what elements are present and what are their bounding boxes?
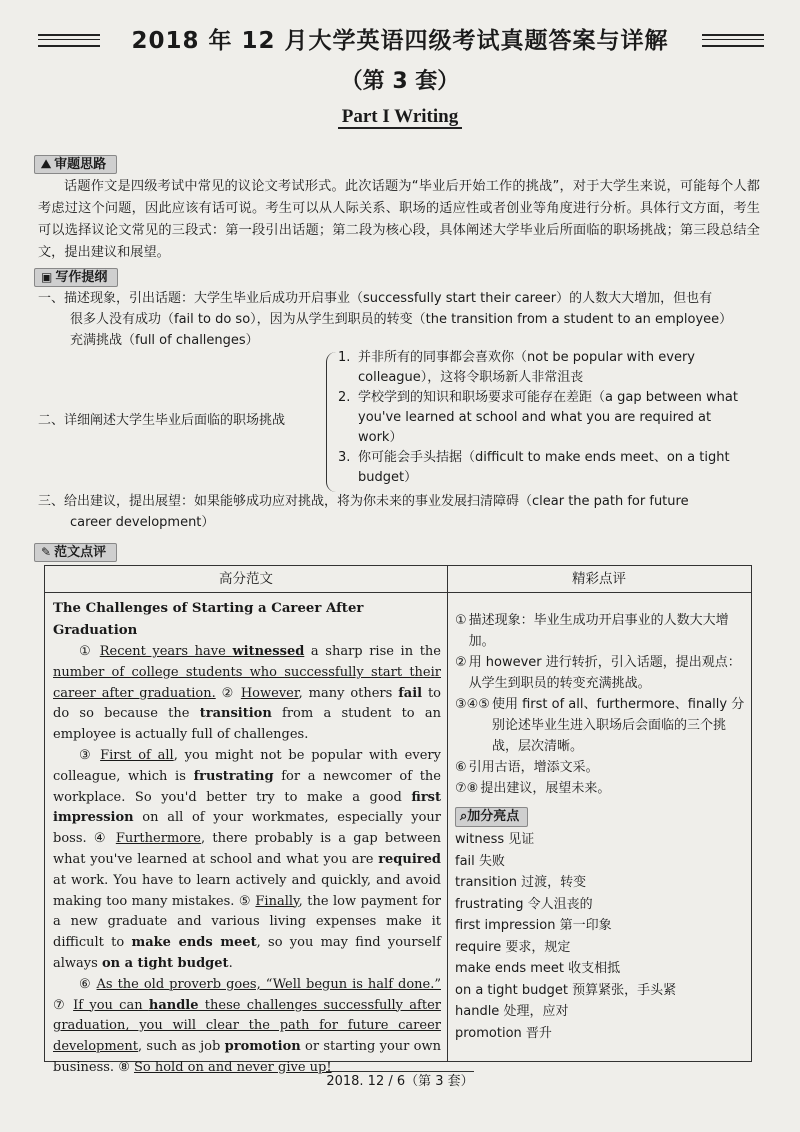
section-title-text: Part I Writing	[338, 106, 462, 129]
outline-point-3-line-1: 三、给出建议，提出展望：如果能够成功应对挑战，将为你未来的事业发展扫清障碍（clear the path for future	[38, 494, 689, 509]
comment-item	[455, 610, 745, 652]
outline-sub-text: 并非所有的同事都会喜欢你（not be popular with every colleague），这将令职场新人非常沮丧	[358, 350, 695, 385]
page-footer	[0, 1070, 800, 1089]
vocab-item: first impression 第一印象	[455, 918, 612, 933]
magnifier-icon: ⌕	[460, 809, 468, 824]
review-label-text: 范文点评	[54, 545, 107, 560]
comment-item	[455, 694, 745, 757]
outline-label-text: 写作提纲	[55, 270, 108, 285]
column-header-comments: 精彩点评	[572, 571, 626, 587]
outline-point-3-line-2: career development）	[70, 515, 215, 530]
notebook-icon: ▣	[41, 270, 53, 284]
comment-item	[455, 778, 745, 799]
vocab-item: make ends meet 收支相抵	[455, 961, 621, 976]
comment-number: ⑥	[455, 760, 467, 775]
column-divider	[447, 566, 448, 1061]
essay-paragraph-3: ⑥ As the old proverb goes, “Well begun is half done.” ⑦ If you can handle these challenges successfully after graduation, you will clear the path for future career development, such as job promotion or starting your own business. ⑧ So hold on and never give up!	[53, 976, 441, 1075]
comment-number: ③④⑤	[455, 697, 490, 712]
plus-points-label-text: 加分亮点	[467, 809, 520, 824]
outline-sub-item	[338, 348, 752, 388]
outline-point-1-line-1: 一、描述现象，引出话题：大学生毕业后成功开启事业（successfully start their career）的人数大大增加，但也有	[38, 291, 713, 306]
comment-text: 提出建议，展望未来。	[480, 781, 611, 796]
comment-number: ⑦⑧	[455, 781, 479, 796]
outline-sub-item	[338, 448, 752, 488]
vocab-item: fail 失败	[455, 853, 505, 869]
footer-text: 2018. 12 / 6（第 3 套）	[326, 1071, 473, 1089]
vocab-list	[455, 829, 745, 1044]
comment-item	[455, 757, 745, 778]
comment-text: 描述现象：毕业生成功开启事业的人数大大增加。	[468, 613, 729, 649]
vocab-item: transition 过渡，转变	[455, 875, 587, 890]
vocab-item: promotion 晋升	[455, 1025, 552, 1041]
page-subtitle: （第 3 套）	[340, 69, 460, 94]
comment-number: ②	[455, 655, 467, 670]
comments-column	[455, 610, 745, 1044]
review-table	[44, 565, 752, 1075]
page-title: 2018 年 12 月大学英语四级考试真题答案与详解	[131, 28, 669, 54]
review-label	[34, 543, 117, 562]
vocab-item: require 要求，规定	[455, 939, 571, 955]
pen-icon: ✎	[41, 545, 52, 559]
review-table-header	[45, 566, 751, 593]
outline-point-1-line-3: 充满挑战（full of challenges）	[70, 333, 259, 348]
analysis-text: 话题作文是四级考试中常见的议论文考试形式。此次话题为“毕业后开始工作的挑战”，对于大学生来说，可能每个人都考虑过这个问题，因此应该有话可说。考生可以从人际关系、职场的适应性或者创业等角度进行分析。具体行文方面，考生可以选择议论文常见的三段式：第一段引出话题；第二段为核心段，具体阐述大学毕业后所面临的职场挑战；第三段总结全文，提出建议和展望。	[38, 179, 760, 260]
vocab-item: frustrating 令人沮丧的	[455, 896, 593, 912]
outline-sub-text: 学校学到的知识和职场要求可能存在差距（a gap between what you've learned at school and what you are required at work）	[358, 390, 738, 445]
comment-item	[455, 652, 745, 694]
essay-paragraph-1: ① Recent years have witnessed a sharp rise in the number of college students who successfully start their career after graduation. ② However, many others fail to do so because the transition from a student to an employee is actually full of challenges.	[53, 644, 442, 743]
outline-sub-number: 2.	[338, 390, 351, 405]
essay-title: The Challenges of Starting a Career After Graduation	[53, 601, 364, 638]
outline-sub-number: 3.	[338, 450, 351, 465]
analysis-label-text: 审题思路	[54, 157, 107, 172]
comment-number: ①	[455, 613, 467, 628]
vocab-item: handle 处理，应对	[455, 1004, 569, 1019]
column-header-essay: 高分范文	[219, 571, 273, 587]
analysis-label	[34, 155, 117, 174]
outline-brace	[326, 352, 337, 492]
outline-sub-list	[338, 348, 752, 488]
plus-points-label	[455, 807, 528, 827]
comment-text: 使用 first of all、furthermore、finally 分别论述毕业生进入职场后会面临的三个挑战，层次清晰。	[491, 697, 745, 754]
vocab-item: on a tight budget 预算紧张，手头紧	[455, 982, 677, 998]
outline-sub-item	[338, 388, 752, 448]
outline-point-2: 二、详细阐述大学生毕业后面临的职场挑战	[38, 413, 286, 428]
outline-point-1-line-2: 很多人没有成功（fail to do so），因为从学生到职员的转变（the transition from a student to an employee）	[70, 312, 733, 327]
outline-sub-text: 你可能会手头拮据（difficult to make ends meet、on a tight budget）	[358, 450, 730, 485]
comment-text: 引用古语，增添文采。	[468, 760, 599, 775]
outline-label	[34, 268, 118, 287]
mountain-icon: ⛰	[41, 157, 52, 171]
vocab-item: witness 见证	[455, 832, 535, 847]
model-essay	[53, 598, 441, 1079]
section-title	[0, 106, 800, 128]
comment-text: 用 however 进行转折，引入话题，提出观点：从学生到职员的转变充满挑战。	[468, 655, 741, 691]
outline-sub-number: 1.	[338, 350, 351, 365]
essay-paragraph-2: ③ First of all, you might not be popular with every colleague, which is frustrating for a newcomer of the workplace. So you'd better try to make a good first impression on all of your workmates, especially your boss. ④ Furthermore, there probably is a gap between what you've learned at school and what you are required at work. You have to learn actively and quickly, and avoid making too many mistakes. ⑤ Finally, the low payment for a new graduate and various living expenses make it difficult to make ends meet, so you may find yourself always on a tight budget.	[53, 747, 442, 971]
